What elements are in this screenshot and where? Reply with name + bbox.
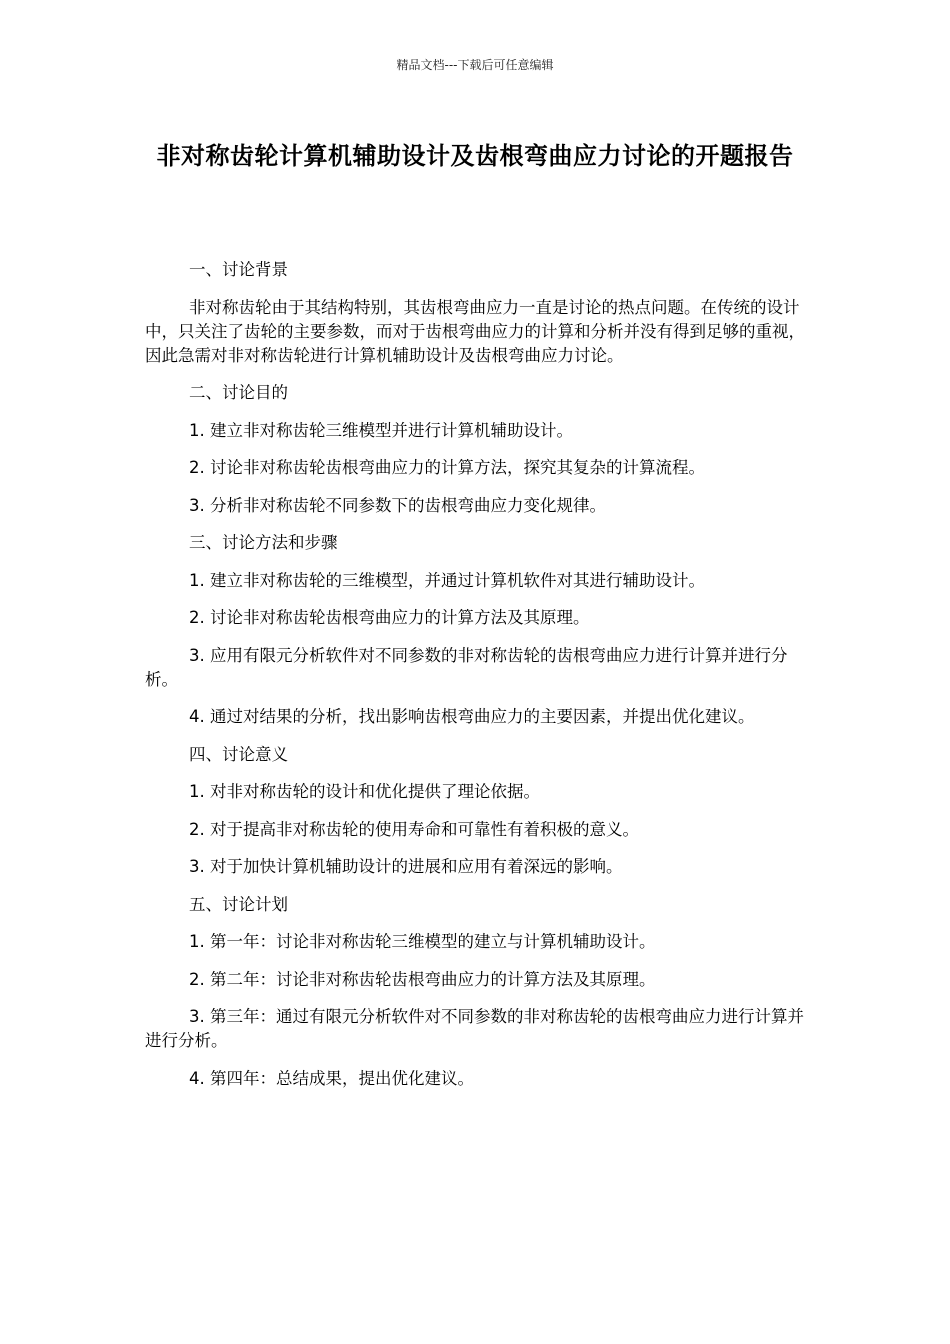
significance-item-1: 1. 对非对称齿轮的设计和优化提供了理论依据。: [189, 782, 540, 801]
purpose-item-3: 3. 分析非对称齿轮不同参数下的齿根弯曲应力变化规律。: [189, 495, 606, 515]
methods-item-3: 3. 应用有限元分析软件对不同参数的非对称齿轮的齿根弯曲应力进行计算并进行分析。: [145, 645, 788, 689]
page-header: 精品文档---下载后可任意编辑: [396, 58, 554, 72]
document-title: 非对称齿轮计算机辅助设计及齿根弯曲应力讨论的开题报告: [156, 142, 794, 170]
section-heading-plan: 五、讨论计划: [189, 894, 288, 914]
significance-item-3: 3. 对于加快计算机辅助设计的进展和应用有着深远的影响。: [189, 857, 623, 876]
section-heading-background: 一、讨论背景: [189, 260, 288, 279]
plan-item-1: 1. 第一年：讨论非对称齿轮三维模型的建立与计算机辅助设计。: [189, 932, 656, 951]
section-heading-methods: 三、讨论方法和步骤: [189, 533, 338, 552]
methods-item-4: 4. 通过对结果的分析，找出影响齿根弯曲应力的主要因素，并提出优化建议。: [189, 707, 755, 726]
purpose-item-2: 2. 讨论非对称齿轮齿根弯曲应力的计算方法，探究其复杂的计算流程。: [189, 458, 705, 477]
plan-item-4: 4. 第四年：总结成果，提出优化建议。: [189, 1068, 474, 1088]
plan-item-2: 2. 第二年：讨论非对称齿轮齿根弯曲应力的计算方法及其原理。: [189, 969, 656, 989]
methods-item-1: 1. 建立非对称齿轮的三维模型，并通过计算机软件对其进行辅助设计。: [189, 570, 705, 590]
background-paragraph: 非对称齿轮由于其结构特别，其齿根弯曲应力一直是讨论的热点问题。在传统的设计中，只关注了齿轮的主要参数，而对于齿根弯曲应力的计算和分析并没有得到足够的重视，因此急需对非对称齿轮进行计算机辅助设计及齿根弯曲应力讨论。: [145, 297, 805, 365]
section-heading-significance: 四、讨论意义: [189, 744, 288, 764]
plan-item-3: 3. 第三年：通过有限元分析软件对不同参数的非对称齿轮的齿根弯曲应力进行计算并进行分析。: [145, 1007, 804, 1050]
section-heading-purpose: 二、讨论目的: [189, 383, 288, 402]
significance-item-2: 2. 对于提高非对称齿轮的使用寿命和可靠性有着积极的意义。: [189, 819, 639, 839]
methods-item-2: 2. 讨论非对称齿轮齿根弯曲应力的计算方法及其原理。: [189, 608, 590, 627]
purpose-item-1: 1. 建立非对称齿轮三维模型并进行计算机辅助设计。: [189, 420, 573, 440]
document-body: [145, 258, 805, 1104]
